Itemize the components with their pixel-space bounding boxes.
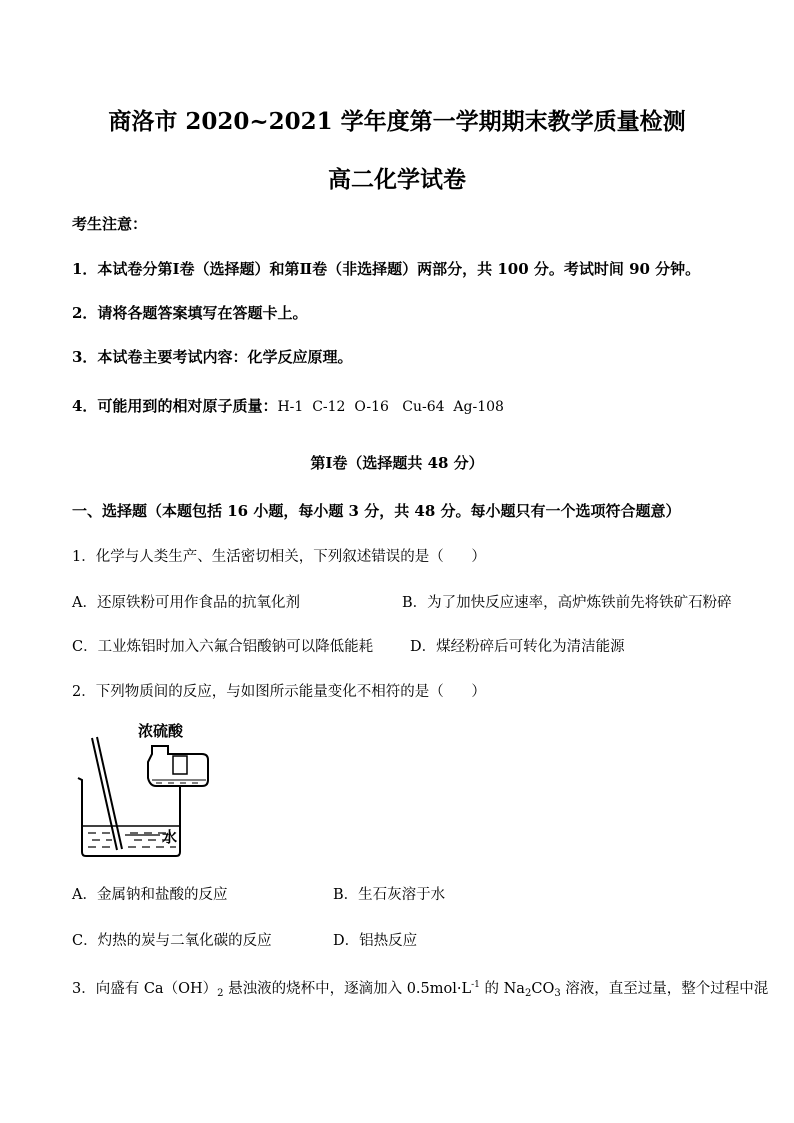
exam-title: 商洛市 2020~2021 学年度第一学期期末教学质量检测	[108, 108, 686, 135]
question-1-stem: 1．化学与人类生产、生活密切相关，下列叙述错误的是（ ）	[72, 549, 486, 565]
question-1-option-c: C．工业炼铝时加入六氟合铝酸钠可以降低能耗	[72, 639, 374, 655]
question-2-option-c: C．灼热的炭与二氧化碳的反应	[72, 933, 272, 949]
label-conc-sulfuric-acid: 浓硫酸	[138, 722, 184, 740]
question-3-stem	[72, 977, 768, 999]
notice-item-3: 3．本试卷主要考试内容：化学反应原理。	[72, 348, 353, 366]
label-water: 水	[162, 828, 178, 846]
part-heading: 一、选择题（本题包括 16 小题，每小题 3 分，共 48 分。每小题只有一个选项符合题意）	[72, 502, 681, 520]
question-1-option-a: A．还原铁粉可用作食品的抗氧化剂	[72, 595, 300, 611]
atomic-mass-label: 4．可能用到的相对原子质量：	[72, 397, 278, 415]
q3-sub-1: 2	[217, 988, 224, 999]
atomic-mass-values: H-1 C-12 O-16 Cu-64 Ag-108	[277, 399, 504, 415]
section-title: 第Ⅰ卷（选择题共 48 分）	[310, 454, 484, 472]
beaker-diagram	[70, 718, 240, 863]
q3-text-2: 悬浊液的烧杯中，逐滴加入 0.5mol·L	[223, 981, 472, 997]
q3-sup-1: -1	[471, 980, 480, 990]
notice-heading: 考生注意：	[72, 215, 148, 233]
q3-sub-2: 2	[524, 988, 532, 999]
question-2-option-d: D．铝热反应	[333, 933, 418, 949]
glass-rod-edge	[97, 737, 122, 849]
q3-text-4: CO	[531, 981, 555, 997]
notice-item-1: 1．本试卷分第Ⅰ卷（选择题）和第Ⅱ卷（非选择题）两部分，共 100 分。考试时间 90 分钟。	[72, 260, 701, 278]
question-2-option-b: B．生石灰溶于水	[333, 887, 446, 903]
exam-subtitle: 高二化学试卷	[328, 166, 466, 193]
q3-text-5: 溶液，直至过量，整个过程中混	[560, 981, 769, 997]
q3-text-3: 的 Na	[479, 981, 525, 997]
question-1-option-b: B．为了加快反应速率，高炉炼铁前先将铁矿石粉碎	[402, 595, 732, 611]
question-1-option-d: D．煤经粉碎后可转化为清洁能源	[410, 639, 625, 655]
q3-text-1: 3．向盛有 Ca（OH）	[72, 981, 218, 997]
notice-item-2: 2．请将各题答案填写在答题卡上。	[72, 304, 308, 322]
notice-item-4	[72, 395, 504, 416]
question-2-stem: 2．下列物质间的反应，与如图所示能量变化不相符的是（ ）	[72, 684, 486, 700]
q3-sub-3: 3	[554, 988, 561, 999]
question-2-option-a: A．金属钠和盐酸的反应	[72, 887, 228, 903]
